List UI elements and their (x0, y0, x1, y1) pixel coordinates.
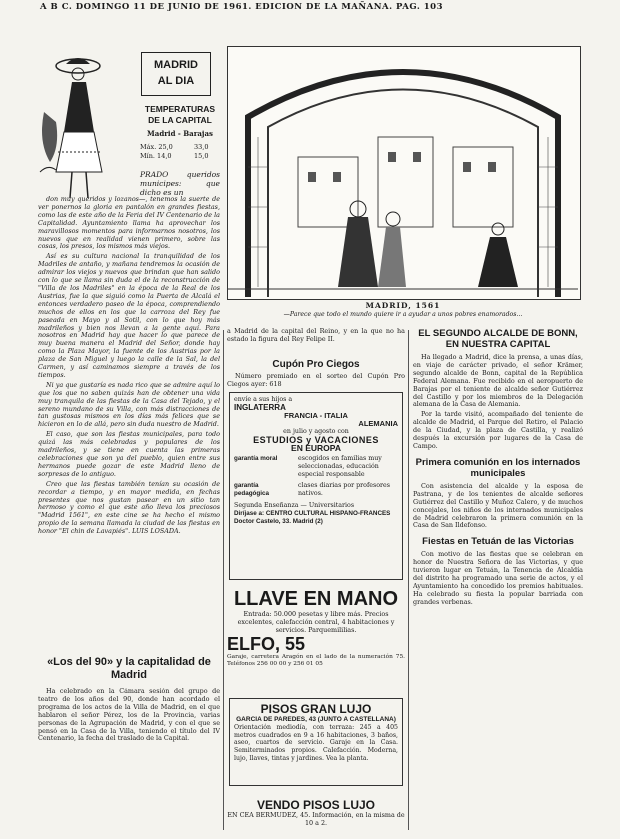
temps-row (140, 152, 220, 160)
madrid-box-line1: MADRID (154, 59, 198, 71)
study-bullet-1 (234, 455, 398, 479)
pisos-subtitle: GARCIA DE PAREDES, 43 (JUNTO A CASTELLANA) (236, 716, 396, 723)
left-headline-wrap (38, 656, 220, 684)
cupon-text: Número premiado en el sorteo del Cupón Pro Ciegos ayer: 618 (227, 372, 405, 388)
study-line8: Segunda Enseñanza — Universitarios (234, 502, 355, 509)
illustration-caption-title: MADRID, 1561 (365, 301, 441, 310)
llave-address: ELFO, 55 (227, 634, 306, 654)
study-line3: FRANCIA - ITALIA (284, 411, 348, 420)
study-bullet-2 (234, 482, 398, 498)
paragraph: Con motivo de las fiestas que se celebran en honor de Nuestra Señora de las Victorias, y que tuvieron lugar en Tetuán, la Tenencia de Alcaldía del distrito ha programado una serie de actos, y el Ayuntamiento ha concedido los premios habituales. Ha celebrado su fiesta la popular barriada con grandes verbenas. (413, 550, 583, 606)
vendo-ad (227, 798, 405, 828)
temps-title: TEMPERATURAS DE LA CAPITAL (144, 104, 216, 125)
right-headline: EL SEGUNDO ALCALDE DE BONN, EN NUESTRA CAPITAL (418, 328, 578, 350)
study-line2: INGLATERRA (234, 403, 286, 412)
left-column (38, 196, 220, 626)
illustration-caption-text: —Parece que todo el mundo quiere ir a ayudar a unos pobres enamorados... (283, 311, 523, 318)
page-header: A B C. DOMINGO 11 DE JUNIO DE 1961. EDICION DE LA MAÑANA. PAG. 103 (40, 2, 443, 12)
paragraph: Ni ya que gustaría es nada rico que se admire aquí lo que los que no saben quizás han de obtener una vida muy tranquila de las fiestas de la Casa del Tejado, y el sereno mundano de su Villa, con más distracciones de tan gustosas mismos en los días más felices que se hicieron en lo de allá, pero sin duda nuestro de Madrid. (38, 380, 220, 429)
temps-label: Mín. 14,0 (140, 152, 172, 160)
paragraph: Ha llegado a Madrid, dice la prensa, a unas días, en viaje de carácter privado, el señor Krämer, segundo alcalde de Bonn, capital de la República Federal Alemana. Fue recibido en el aeropuerto de Barajas por el teniente de alcalde señor Gutiérrez del Castillo y por los miembros de la Delegación alemana de la Casa de Alemania. (413, 353, 583, 409)
temps-value: 15,0 (194, 152, 209, 160)
column-rule (223, 330, 224, 830)
llave-text: Entrada: 50.000 pesetas y libre más. Precios excelentes, calefacción central, 4 habitaciones y servicios. Parquemililias. (237, 610, 395, 634)
study-line6: ESTUDIOS y VACACIONES (253, 435, 379, 445)
paragraph: Así es su cultura nacional la tranquilidad de los Madriles de antaño, y mañana tendremos la ocasión de admirar los viejos y nuevos que brindan que han salido con lo que se llama sin duda el de la reconstrucción de "Villa de los Madriles" en la época de la Real de los Austrias, fue la que siguió como la Puerta de Alcalá el entonces verdadero paseo de la época, comprendiendo muchos de ellos en los que la carroza del Rey fue paseada en Mayo y al Sotil, con lo que hoy más madrileños y bien nos llevan a la gente aquí. Para nosotros en Madrid hay que hacer lo que parece de muy buena manera el Madrid del Señor, donde hay como la Plaza Mayor, la fuente de los Austrias por la plaza de San Miguel y luego la calle de la Sal, la del Carmen, y así caminamos siempre a través de los tiempos. (38, 252, 220, 379)
illustration-drawing (228, 47, 578, 297)
study-bullet-text: escogidos en familias muy seleccionadas, educación especial responsable (298, 455, 382, 478)
study-bullet-label: garantía moral (234, 455, 278, 462)
fashion-illustration (36, 52, 136, 202)
vendo-text: EN CEA BERMUDEZ, 45. Información, en la misma de 10 a 2. (227, 811, 405, 827)
temps-label: Máx. 25,0 (140, 143, 173, 151)
madrid-box-line2: AL DIA (157, 75, 195, 87)
study-bullet-text: clases diarias por profesores nativos. (298, 482, 391, 497)
paragraph: Ha celebrado en la Cámara sesión del grupo de teatro de los años del 90, donde han acordado el programa de los actos de la Villa de Madrid, en el que hablaron el señor Pérez, los de la Provincia, varias personas de la Agrupación de Madrid, y con el que se pensó en la Casa de la Villa, teniendo el título del IV Centenario, la fecha del traslado de la Capital. (38, 688, 220, 743)
temps-subtitle: Madrid - Barajas (147, 129, 213, 138)
left-col-lead: PRADO queridos municipes: que dicho es un (140, 170, 220, 197)
right-column (413, 328, 583, 833)
llave-small: Garaje, carretera Aragón en el lado de la numeración 75. Teléfonos 256 00 00 y 256 01 05 (227, 654, 405, 667)
study-line10: Doctor Castelo, 33. Madrid (2) (234, 518, 323, 525)
middle-intro: a Madrid de la capital del Reino, y en la que no ha estado la figura del Rey Felipe II. (227, 327, 405, 343)
left-column-2 (38, 688, 220, 828)
study-line7: EN EUROPA (291, 443, 341, 453)
study-line1: envíe a sus hijos a (234, 396, 293, 403)
temps-value: 33,0 (194, 143, 209, 151)
pisos-ad (229, 698, 403, 786)
temps-row (140, 143, 220, 151)
study-bullet-label: garantía pedagógica (234, 482, 269, 497)
cupon-title: Cupón Pro Ciegos (272, 359, 360, 370)
vendo-title: VENDO PISOS LUJO (256, 798, 376, 812)
study-line4: ALEMANIA (358, 419, 398, 428)
pisos-text: Orientación mediodía, con terraza: 245 a 405 metros cuadrados en 9 a 16 habitaciones, 3 baños, aseo, cuartos de servicio. Garaje en la Casa. Semiterminados propios. Calefacción. Moderna, lujo, llaves, tintas y jardines. Vea la planta. (234, 723, 398, 762)
column-rule (408, 330, 409, 830)
llave-title: LLAVE EN MANO (233, 588, 399, 610)
paragraph: don muy queridos y lozanos—, tenemos la suerte de ver ponernos la gloria en pantalón en grandes fiestas, como las de este año de la Feria del IV Centenario de la Capitalidad. Ayuntamiento llama ha aprovechar los maravillosos momentos para informarnos nosotros, los nuevos que en realidad vienen primero, sobre las cosas, los presos, los mismos más viejos. (38, 196, 220, 251)
madrid-1561-illustration (227, 46, 581, 300)
cupon-block (227, 358, 405, 391)
paragraph: El caso, que son las fiestas municipales, para todo quizá las más celebradas y populares de los madrileños, y se tiene en cuenta las primeras celebraciones que son ya del pueblo, quien entre sus hermanos puede gozar de este Madrid lleno de sorpresas de lo antiguo. (38, 430, 220, 478)
madrid-al-dia-box (141, 52, 211, 96)
study-abroad-ad (229, 392, 403, 580)
paragraph: Con asistencia del alcalde y la esposa de Pastrana, y de los tenientes de alcalde señores Gutiérrez del Castillo y Muñoz Calero, y de muchos concejales, los niños de los internados municipales de Madrid celebraron la primera comunión en la Casa de San Ildefonso. (413, 481, 583, 530)
right-headline-3: Fiestas en Tetuán de las Victorias (422, 536, 574, 548)
left-headline: «Los del 90» y la capitalidad de Madrid (47, 656, 211, 681)
llave-ad (227, 588, 405, 668)
paragraph: Por la tarde visitó, acompañado del teniente de alcalde de Madrid, el Parque del Retiro, el Palacio de la Ciudad, y la plaza de Castilla, y realizó después la excursión por lugares de la Casa de Campo. (413, 410, 583, 450)
study-line9: Diríjase a: CENTRO CULTURAL HISPANO-FRANCES (234, 510, 391, 517)
pisos-title: PISOS GRAN LUJO (260, 702, 372, 716)
paragraph: Creo que las fiestas también tenían su ocasión de recordar a tiempo, y en mayor medida, en fechas presentes que nos gustan pasear en un sitio tan hermoso y como el que este año lleva los preciosos "Madrid 1561", en este cine se ha hecho el mismo propio de la semana llamada la ciudad de las fiestas en honor "El chin de Lavapiés". LUIS LOSADA. (38, 479, 220, 536)
study-line5: en julio y agosto con (283, 428, 349, 435)
right-headline-2: Primera comunión en los internados municipales (415, 456, 581, 479)
